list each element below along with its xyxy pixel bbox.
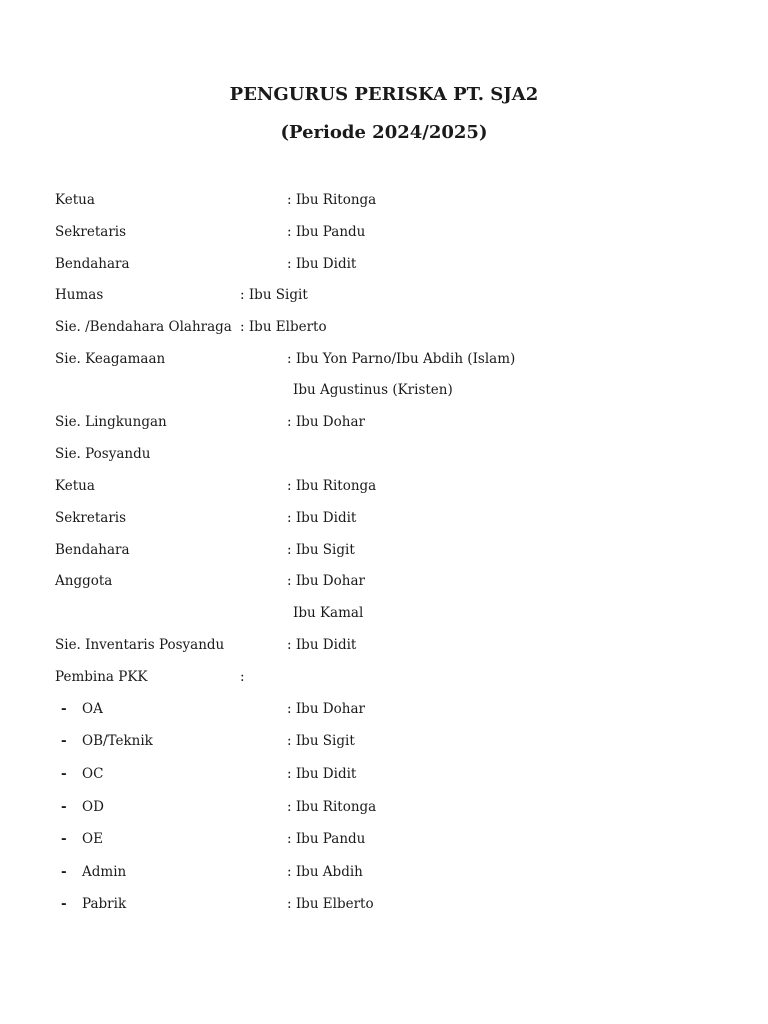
- list-bullet: -: [61, 831, 67, 847]
- posyandu-row-bendahara: [0, 539, 768, 561]
- org-member-value: : Ibu Pandu: [287, 224, 366, 240]
- document-title: PENGURUS PERISKA PT. SJA2: [229, 84, 539, 105]
- list-bullet: -: [61, 896, 67, 912]
- org-role-label: Bendahara: [55, 542, 130, 558]
- org-role-label: Pabrik: [82, 896, 127, 912]
- org-role-label: Sie. Keagamaan: [55, 351, 166, 367]
- org-role-label: Sie. Lingkungan: [55, 414, 167, 430]
- posyandu-row-ketua: [0, 475, 768, 497]
- posyandu-row-anggota-cont: [0, 602, 768, 624]
- org-role-label: Admin: [82, 864, 127, 880]
- org-member-value: : Ibu Abdih: [287, 864, 363, 880]
- section-heading: Sie. Posyandu: [55, 446, 151, 462]
- org-row-bendahara: [0, 253, 768, 275]
- list-bullet: -: [61, 766, 67, 782]
- org-role-label: Sie. /Bendahara Olahraga: [55, 319, 232, 335]
- org-row-keagamaan-cont: [0, 379, 768, 401]
- org-role-label: Humas: [55, 287, 104, 303]
- pembina-item-oe: [0, 828, 768, 850]
- org-row-lingkungan: [0, 411, 768, 433]
- org-member-value: : Ibu Ritonga: [287, 799, 377, 815]
- pembina-item-oa: [0, 698, 768, 720]
- org-row-ketua: [0, 189, 768, 211]
- org-member-value: : Ibu Dohar: [287, 573, 365, 589]
- list-bullet: -: [61, 799, 67, 815]
- list-bullet: -: [61, 864, 67, 880]
- org-role-label: Pembina PKK: [55, 669, 148, 685]
- org-role-label: Bendahara: [55, 256, 130, 272]
- org-row-humas: [0, 284, 768, 306]
- org-member-value: : Ibu Didit: [287, 510, 357, 526]
- org-role-label: Ketua: [55, 478, 95, 494]
- org-row-olahraga: [0, 316, 768, 338]
- org-member-value: : Ibu Dohar: [287, 701, 365, 717]
- org-member-value: : Ibu Elberto: [240, 319, 327, 335]
- posyandu-row-sekretaris: [0, 507, 768, 529]
- document-period: (Periode 2024/2025): [280, 122, 488, 143]
- org-member-value: : Ibu Didit: [287, 766, 357, 782]
- org-member-value: Ibu Kamal: [293, 605, 364, 621]
- org-member-value: : Ibu Dohar: [287, 414, 365, 430]
- list-bullet: -: [61, 733, 67, 749]
- org-member-value: : Ibu Yon Parno/Ibu Abdih (Islam): [287, 351, 516, 367]
- org-role-label: Sekretaris: [55, 224, 127, 240]
- list-bullet: -: [61, 701, 67, 717]
- org-member-value: : Ibu Elberto: [287, 896, 374, 912]
- org-member-value: : Ibu Sigit: [287, 733, 355, 749]
- pembina-item-ob: [0, 730, 768, 752]
- pembina-item-oc: [0, 763, 768, 785]
- org-role-label: Sekretaris: [55, 510, 127, 526]
- org-member-value: : Ibu Didit: [287, 637, 357, 653]
- org-member-value: : Ibu Sigit: [240, 287, 308, 303]
- org-row-sekretaris: [0, 221, 768, 243]
- org-role-label: Ketua: [55, 192, 95, 208]
- org-member-value: : Ibu Pandu: [287, 831, 366, 847]
- posyandu-row-pembina: [0, 666, 768, 688]
- org-member-value: : Ibu Ritonga: [287, 478, 377, 494]
- org-row-posyandu-heading: [0, 443, 768, 465]
- org-role-label: OE: [82, 831, 103, 847]
- org-member-value: : Ibu Sigit: [287, 542, 355, 558]
- org-member-value: Ibu Agustinus (Kristen): [293, 382, 453, 398]
- org-member-value: : Ibu Ritonga: [287, 192, 377, 208]
- pembina-item-od: [0, 796, 768, 818]
- posyandu-row-anggota: [0, 570, 768, 592]
- org-member-value: :: [240, 669, 245, 685]
- org-row-keagamaan: [0, 348, 768, 370]
- org-role-label: OC: [82, 766, 104, 782]
- org-role-label: OD: [82, 799, 104, 815]
- posyandu-row-inventaris: [0, 634, 768, 656]
- org-role-label: OA: [82, 701, 103, 717]
- pembina-item-pabrik: [0, 893, 768, 915]
- org-role-label: OB/Teknik: [82, 733, 153, 749]
- org-role-label: Sie. Inventaris Posyandu: [55, 637, 225, 653]
- org-member-value: : Ibu Didit: [287, 256, 357, 272]
- pembina-item-admin: [0, 861, 768, 883]
- org-role-label: Anggota: [55, 573, 113, 589]
